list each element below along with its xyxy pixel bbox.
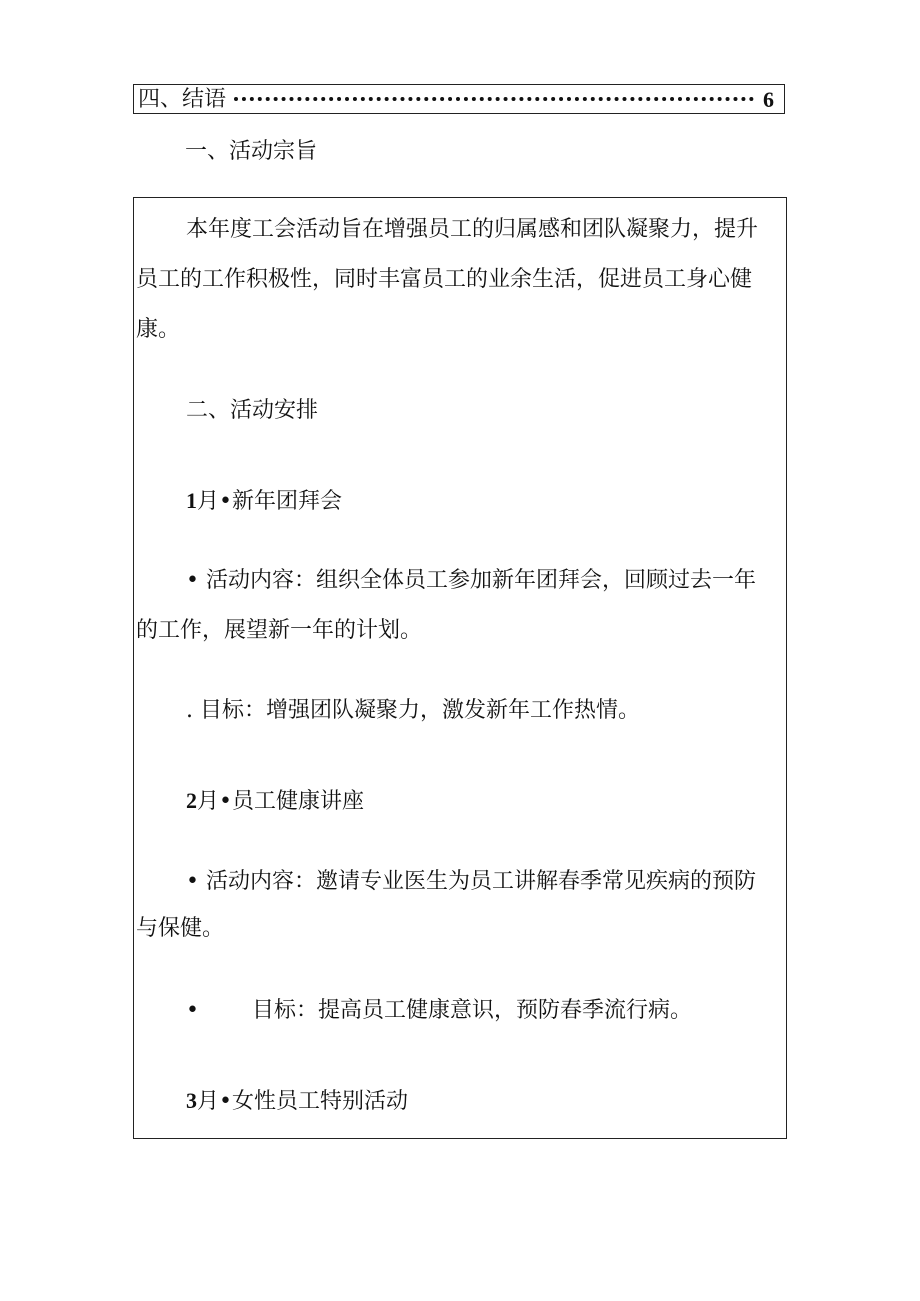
month-heading-mar — [186, 1086, 408, 1117]
month-heading-feb — [186, 786, 364, 817]
jan-content-line-2: 的工作，展望新一年的计划。 — [136, 618, 423, 643]
purpose-line-2: 员工的工作积极性，同时丰富员工的业余生活，促进员工身心健 — [136, 267, 753, 292]
month-title: 月•员工健康讲座 — [197, 789, 364, 814]
jan-goal: . 目标：增强团队凝聚力，激发新年工作热情。 — [186, 698, 640, 723]
feb-goal: 目标：提高员工健康意识，预防春季流行病。 — [252, 998, 693, 1023]
section-heading-purpose: 一、活动宗旨 — [185, 139, 318, 164]
month-title: 月•女性员工特别活动 — [197, 1089, 408, 1114]
month-title: 月•新年团拜会 — [197, 489, 342, 514]
month-heading-jan — [186, 486, 342, 517]
month-number: 3 — [186, 1088, 197, 1113]
toc-entry[interactable] — [133, 84, 785, 114]
toc-leader-dots — [234, 97, 754, 101]
toc-label: 四、结语 — [138, 87, 227, 112]
feb-content-line-2: 与保健。 — [136, 916, 225, 941]
content-box — [133, 197, 787, 1139]
month-number: 1 — [186, 488, 197, 513]
purpose-line-3: 康。 — [136, 317, 181, 342]
month-number: 2 — [186, 788, 197, 813]
jan-content-line-1: • 活动内容：组织全体员工参加新年团拜会，回顾过去一年 — [186, 568, 756, 593]
section-heading-schedule: 二、活动安排 — [186, 398, 319, 423]
feb-content-line-1: • 活动内容：邀请专业医生为员工讲解春季常见疾病的预防 — [186, 869, 756, 894]
toc-page-number: 6 — [763, 87, 774, 112]
feb-goal-bullet: • — [186, 998, 199, 1023]
purpose-line-1: 本年度工会活动旨在增强员工的归属感和团队凝聚力，提升 — [186, 217, 759, 242]
